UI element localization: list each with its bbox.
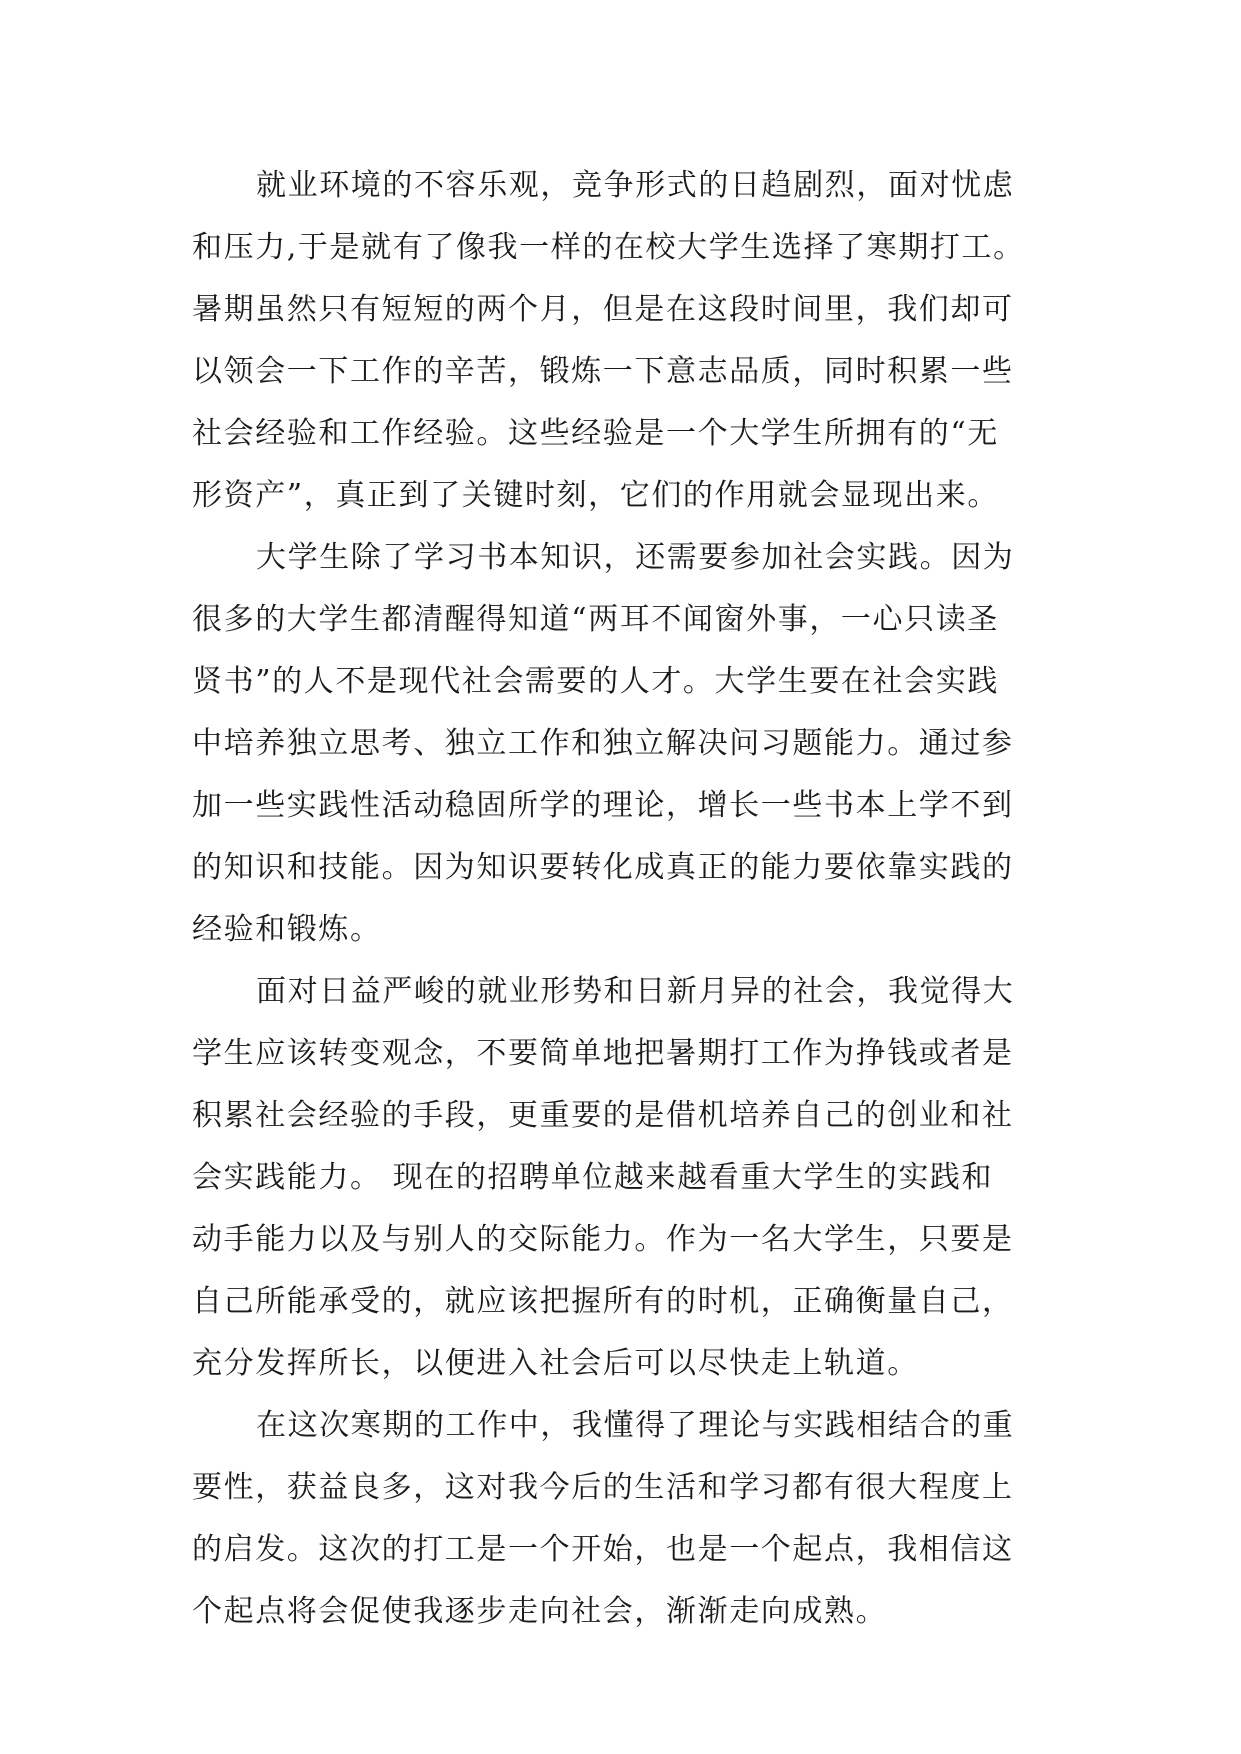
text-line: 大学生除了学习书本知识，还需要参加社会实践。因为 xyxy=(256,540,1015,575)
text-line: 会实践能力。 现在的招聘单位越来越看重大学生的实践和 xyxy=(192,1160,994,1195)
text-line: 面对日益严峻的就业形势和日新月异的社会，我觉得大 xyxy=(256,974,1015,1009)
text-line: 很多的大学生都清醒得知道“两耳不闻窗外事，一心只读圣 xyxy=(192,602,999,637)
text-line: 动手能力以及与别人的交际能力。作为一名大学生，只要是 xyxy=(192,1222,1014,1257)
text-line: 的知识和技能。因为知识要转化成真正的能力要依靠实践的 xyxy=(192,850,1014,885)
text-line: 贤书”的人不是现代社会需要的人才。大学生要在社会实践 xyxy=(192,664,999,699)
text-line: 经验和锻炼。 xyxy=(192,912,382,947)
text-line: 学生应该转变观念，不要简单地把暑期打工作为挣钱或者是 xyxy=(192,1036,1014,1071)
text-line: 个起点将会促使我逐步走向社会，渐渐走向成熟。 xyxy=(192,1594,888,1629)
text-line: 在这次寒期的工作中，我懂得了理论与实践相结合的重 xyxy=(256,1408,1015,1443)
paragraph-4 xyxy=(192,1395,1072,1643)
text-line: 自己所能承受的，就应该把握所有的时机，正确衡量自己， xyxy=(192,1284,1014,1319)
text-line: 的启发。这次的打工是一个开始，也是一个起点，我相信这 xyxy=(192,1532,1014,1567)
document-body xyxy=(192,155,1072,1643)
paragraph-3 xyxy=(192,961,1072,1395)
text-line: 积累社会经验的手段，更重要的是借机培养自己的创业和社 xyxy=(192,1098,1014,1133)
text-line: 和压力,于是就有了像我一样的在校大学生选择了寒期打工。 xyxy=(192,230,1025,265)
text-line: 就业环境的不容乐观，竞争形式的日趋剧烈，面对忧虑 xyxy=(256,168,1015,203)
text-line: 加一些实践性活动稳固所学的理论，增长一些书本上学不到 xyxy=(192,788,1014,823)
text-line: 以领会一下工作的辛苦，锻炼一下意志品质，同时积累一些 xyxy=(192,354,1014,389)
text-line: 形资产”，真正到了关键时刻，它们的作用就会显现出来。 xyxy=(192,478,999,513)
text-line: 暑期虽然只有短短的两个月，但是在这段时间里，我们却可 xyxy=(192,292,1014,327)
paragraph-1 xyxy=(192,155,1072,527)
text-line: 中培养独立思考、独立工作和独立解决问习题能力。通过参 xyxy=(192,726,1014,761)
paragraph-2 xyxy=(192,527,1072,961)
text-line: 社会经验和工作经验。这些经验是一个大学生所拥有的“无 xyxy=(192,416,999,451)
text-line: 要性，获益良多，这对我今后的生活和学习都有很大程度上 xyxy=(192,1470,1014,1505)
text-line: 充分发挥所长，以便进入社会后可以尽快走上轨道。 xyxy=(192,1346,919,1381)
